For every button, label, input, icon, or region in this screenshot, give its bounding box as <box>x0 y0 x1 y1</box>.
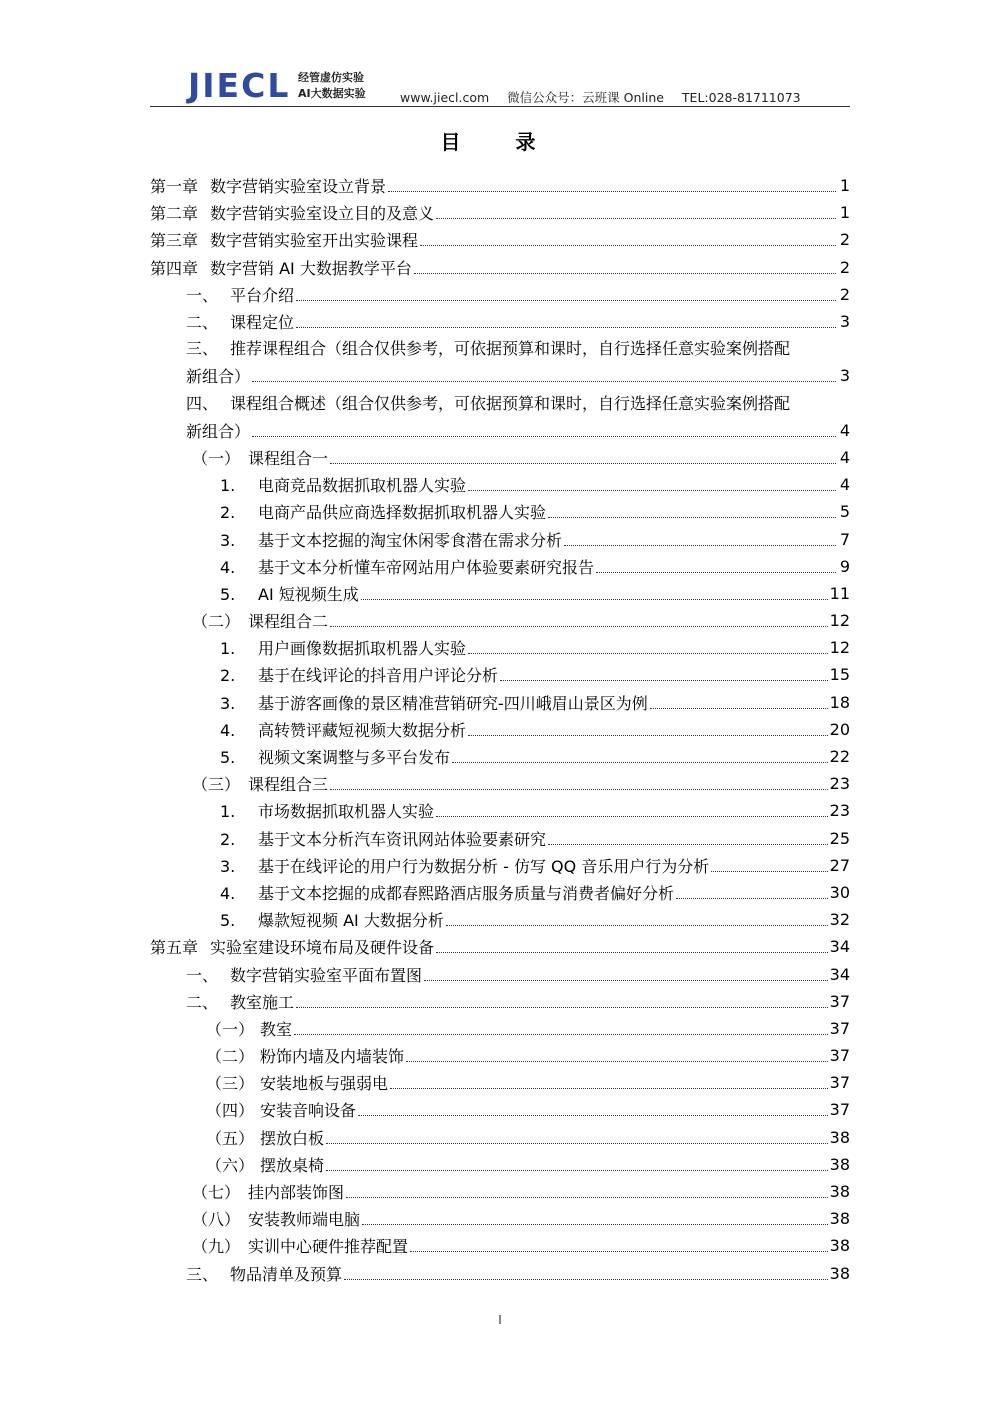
toc-number: 4. <box>220 557 236 577</box>
toc-page: 15 <box>829 665 850 685</box>
toc-leader <box>436 218 836 219</box>
toc-entry[interactable] <box>150 498 850 525</box>
page-number-footer: I <box>498 1313 502 1327</box>
toc-leader <box>414 273 836 274</box>
toc-text: 市场数据抓取机器人实验 <box>258 802 435 822</box>
toc-number: （二） <box>192 612 241 632</box>
toc-entry[interactable] <box>150 1015 850 1042</box>
wechat-account: 微信公众号：云班课 Online <box>507 90 664 105</box>
toc-number: 四、 <box>186 393 219 413</box>
toc-text: 基于文本分析汽车资讯网站体验要素研究 <box>258 829 547 849</box>
toc-number: 第一章 <box>150 177 199 197</box>
toc-number: 3. <box>220 530 236 550</box>
toc-entry[interactable] <box>150 1260 850 1287</box>
toc-page: 23 <box>829 801 850 821</box>
table-of-contents <box>150 172 850 1287</box>
toc-number: （六） <box>206 1155 255 1175</box>
toc-page: 5 <box>839 502 850 522</box>
toc-page: 23 <box>829 774 850 794</box>
toc-page: 25 <box>829 828 850 848</box>
toc-leader <box>436 816 828 817</box>
toc-text-continued: 新组合） <box>186 421 251 441</box>
toc-entry[interactable] <box>150 634 850 661</box>
toc-text-continued: 新组合） <box>186 367 251 387</box>
toc-number: 第三章 <box>150 231 199 251</box>
toc-page: 20 <box>829 719 850 739</box>
toc-leader <box>390 1088 828 1089</box>
toc-leader <box>252 381 836 382</box>
toc-page: 2 <box>839 230 850 250</box>
toc-page: 3 <box>839 312 850 332</box>
toc-number: 2. <box>220 666 236 686</box>
toc-text: 教室 <box>260 1019 293 1039</box>
toc-number: （八） <box>192 1210 241 1230</box>
toc-leader <box>410 1251 828 1252</box>
toc-number: 第五章 <box>150 938 199 958</box>
toc-entry[interactable] <box>150 390 850 444</box>
toc-leader <box>548 844 828 845</box>
toc-leader <box>326 1143 828 1144</box>
toc-text: 课程组合概述（组合仅供参考，可依据预算和课时，自行选择任意实验案例搭配 <box>230 393 791 413</box>
toc-page: 4 <box>839 420 850 440</box>
toc-number: 1. <box>220 476 236 496</box>
toc-entry[interactable] <box>150 254 850 281</box>
logo-subtitle <box>298 70 366 102</box>
toc-number: 5. <box>220 748 236 768</box>
toc-page: 1 <box>839 203 850 223</box>
page-title: 目 录 <box>440 130 560 154</box>
toc-text: 粉饰内墙及内墙装饰 <box>260 1047 405 1067</box>
toc-entry[interactable] <box>150 1178 850 1205</box>
toc-text: 数字营销 AI 大数据教学平台 <box>210 258 412 278</box>
toc-page: 4 <box>839 475 850 495</box>
toc-page: 1 <box>839 176 850 196</box>
toc-leader <box>468 490 836 491</box>
toc-leader <box>596 572 836 573</box>
toc-leader <box>436 952 828 953</box>
toc-page: 34 <box>829 937 850 957</box>
toc-text: 课程组合一 <box>248 448 329 468</box>
toc-leader <box>468 735 828 736</box>
toc-entry[interactable] <box>150 825 850 852</box>
toc-text: 数字营销实验室开出实验课程 <box>210 231 419 251</box>
toc-number: （九） <box>192 1237 241 1257</box>
toc-text: 视频文案调整与多平台发布 <box>258 748 451 768</box>
toc-number: 4. <box>220 720 236 740</box>
toc-entry[interactable] <box>150 525 850 552</box>
toc-page: 27 <box>829 855 850 875</box>
toc-page: 32 <box>829 910 850 930</box>
toc-leader <box>424 980 828 981</box>
toc-entry[interactable] <box>150 199 850 226</box>
toc-text: 数字营销实验室设立背景 <box>210 177 387 197</box>
toc-leader <box>344 1279 828 1280</box>
toc-number: （一） <box>206 1019 255 1039</box>
toc-leader <box>330 626 828 627</box>
toc-text: 摆放白板 <box>260 1128 325 1148</box>
toc-text: AI 短视频生成 <box>258 584 359 604</box>
toc-page: 38 <box>829 1127 850 1147</box>
toc-page: 12 <box>829 611 850 631</box>
toc-number: 第四章 <box>150 258 199 278</box>
toc-text: 实验室建设环境布局及硬件设备 <box>210 938 435 958</box>
toc-text: 课程组合三 <box>248 775 329 795</box>
toc-leader <box>406 1061 828 1062</box>
toc-entry[interactable] <box>150 689 850 716</box>
toc-text: 基于游客画像的景区精准营销研究-四川峨眉山景区为例 <box>258 693 648 713</box>
toc-text: 挂内部装饰图 <box>248 1183 345 1203</box>
toc-entry[interactable] <box>150 308 850 335</box>
toc-text: 教室施工 <box>230 992 295 1012</box>
toc-entry[interactable] <box>150 661 850 688</box>
toc-entry[interactable] <box>150 879 850 906</box>
toc-entry[interactable] <box>150 172 850 199</box>
toc-leader <box>296 1007 828 1008</box>
toc-text: 安装地板与强弱电 <box>260 1074 389 1094</box>
toc-number: （一） <box>192 448 241 468</box>
toc-number: 5. <box>220 584 236 604</box>
toc-page: 7 <box>839 529 850 549</box>
toc-leader <box>296 300 836 301</box>
toc-leader <box>362 1224 828 1225</box>
toc-entry[interactable] <box>150 1069 850 1096</box>
toc-entry[interactable] <box>150 1096 850 1123</box>
toc-leader <box>388 191 836 192</box>
toc-number: 三、 <box>186 339 219 359</box>
toc-entry[interactable] <box>150 743 850 770</box>
toc-number: 2. <box>220 829 236 849</box>
toc-entry[interactable] <box>150 444 850 471</box>
toc-text: 推荐课程组合（组合仅供参考，可依据预算和课时，自行选择任意实验案例搭配 <box>230 339 791 359</box>
toc-entry[interactable] <box>150 1124 850 1151</box>
toc-text: 基于在线评论的抖音用户评论分析 <box>258 666 499 686</box>
toc-entry[interactable] <box>150 335 850 389</box>
toc-leader <box>548 517 836 518</box>
contact-info <box>400 88 815 106</box>
toc-number: 一、 <box>186 965 219 985</box>
toc-entry[interactable] <box>150 553 850 580</box>
toc-number: （七） <box>192 1183 241 1203</box>
toc-entry[interactable] <box>150 1232 850 1259</box>
toc-number: 3. <box>220 693 236 713</box>
toc-page: 9 <box>839 556 850 576</box>
toc-text: 用户画像数据抓取机器人实验 <box>258 639 467 659</box>
toc-entry[interactable] <box>150 471 850 498</box>
toc-entry[interactable] <box>150 852 850 879</box>
toc-page: 38 <box>829 1209 850 1229</box>
toc-page: 3 <box>839 366 850 386</box>
toc-entry[interactable] <box>150 580 850 607</box>
toc-number: 一、 <box>186 285 219 305</box>
toc-page: 37 <box>829 1018 850 1038</box>
toc-entry[interactable] <box>150 226 850 253</box>
toc-leader <box>711 871 827 872</box>
toc-page: 34 <box>829 964 850 984</box>
toc-text: 数字营销实验室设立目的及意义 <box>210 204 435 224</box>
toc-leader <box>346 1197 828 1198</box>
toc-entry[interactable] <box>150 1205 850 1232</box>
toc-leader <box>326 1170 828 1171</box>
toc-page: 38 <box>829 1154 850 1174</box>
toc-entry[interactable] <box>150 906 850 933</box>
toc-text: 课程定位 <box>230 313 295 333</box>
toc-page: 12 <box>829 638 850 658</box>
toc-page: 11 <box>829 583 850 603</box>
toc-text: 电商竞品数据抓取机器人实验 <box>258 476 467 496</box>
toc-text: 摆放桌椅 <box>260 1155 325 1175</box>
toc-leader <box>330 463 836 464</box>
page-header <box>150 66 850 108</box>
toc-leader <box>500 680 828 681</box>
toc-page: 2 <box>839 284 850 304</box>
toc-number: 1. <box>220 639 236 659</box>
toc-number: 4. <box>220 883 236 903</box>
toc-leader <box>358 1115 828 1116</box>
toc-number: 二、 <box>186 313 219 333</box>
toc-entry[interactable] <box>150 797 850 824</box>
toc-text: 高转赞评藏短视频大数据分析 <box>258 720 467 740</box>
toc-entry[interactable] <box>150 988 850 1015</box>
toc-text: 数字营销实验室平面布置图 <box>230 965 423 985</box>
toc-entry[interactable] <box>150 716 850 743</box>
toc-page: 2 <box>839 257 850 277</box>
toc-number: （四） <box>206 1101 255 1121</box>
toc-leader <box>676 898 828 899</box>
toc-page: 30 <box>829 882 850 902</box>
toc-leader <box>452 762 828 763</box>
toc-text: 基于文本分析懂车帝网站用户体验要素研究报告 <box>258 557 595 577</box>
toc-number: （五） <box>206 1128 255 1148</box>
toc-leader <box>446 925 828 926</box>
toc-page: 38 <box>829 1263 850 1283</box>
toc-page: 37 <box>829 1073 850 1093</box>
toc-entry[interactable] <box>150 281 850 308</box>
toc-text: 物品清单及预算 <box>230 1264 343 1284</box>
website-link[interactable]: www.jiecl.com <box>400 90 490 105</box>
toc-entry[interactable] <box>150 607 850 634</box>
toc-leader <box>294 1034 828 1035</box>
toc-entry[interactable] <box>150 770 850 797</box>
toc-leader <box>468 653 828 654</box>
toc-page: 37 <box>829 1100 850 1120</box>
toc-page: 37 <box>829 991 850 1011</box>
toc-text: 课程组合二 <box>248 612 329 632</box>
toc-text: 平台介绍 <box>230 285 295 305</box>
toc-text: 电商产品供应商选择数据抓取机器人实验 <box>258 503 547 523</box>
toc-leader <box>650 708 828 709</box>
toc-page: 4 <box>839 447 850 467</box>
toc-page: 38 <box>829 1236 850 1256</box>
toc-entry[interactable] <box>150 933 850 960</box>
toc-text: 爆款短视频 AI 大数据分析 <box>258 911 444 931</box>
toc-leader <box>330 789 828 790</box>
toc-leader <box>564 545 836 546</box>
toc-entry[interactable] <box>150 1042 850 1069</box>
toc-number: 1. <box>220 802 236 822</box>
toc-page: 37 <box>829 1046 850 1066</box>
toc-text: 安装教师端电脑 <box>248 1210 361 1230</box>
toc-leader <box>296 327 836 328</box>
toc-number: 三、 <box>186 1264 219 1284</box>
telephone: TEL:028-81711073 <box>681 90 801 105</box>
toc-number: 5. <box>220 911 236 931</box>
jiecl-logo: JIECL <box>188 66 291 105</box>
toc-number: 第二章 <box>150 204 199 224</box>
toc-page: 22 <box>829 747 850 767</box>
toc-number: （二） <box>206 1047 255 1067</box>
toc-text: 基于文本挖掘的淘宝休闲零食潜在需求分析 <box>258 530 563 550</box>
header-divider <box>150 106 850 107</box>
toc-number: （三） <box>192 775 241 795</box>
logo-subtitle-line2: AI大数据实验 <box>298 87 366 100</box>
toc-page: 38 <box>829 1182 850 1202</box>
toc-text: 安装音响设备 <box>260 1101 357 1121</box>
toc-leader <box>252 436 836 437</box>
toc-text: 基于文本挖掘的成都春熙路酒店服务质量与消费者偏好分析 <box>258 883 675 903</box>
logo-subtitle-line1: 经管虚仿实验 <box>298 71 364 84</box>
toc-entry[interactable] <box>150 960 850 987</box>
toc-number: 二、 <box>186 992 219 1012</box>
toc-text: 基于在线评论的用户行为数据分析 - 仿写 QQ 音乐用户行为分析 <box>258 856 710 876</box>
toc-number: 3. <box>220 856 236 876</box>
toc-text: 实训中心硬件推荐配置 <box>248 1237 409 1257</box>
toc-entry[interactable] <box>150 1151 850 1178</box>
toc-leader <box>420 245 836 246</box>
toc-number: 2. <box>220 503 236 523</box>
toc-leader <box>361 599 828 600</box>
toc-page: 18 <box>829 692 850 712</box>
toc-number: （三） <box>206 1074 255 1094</box>
